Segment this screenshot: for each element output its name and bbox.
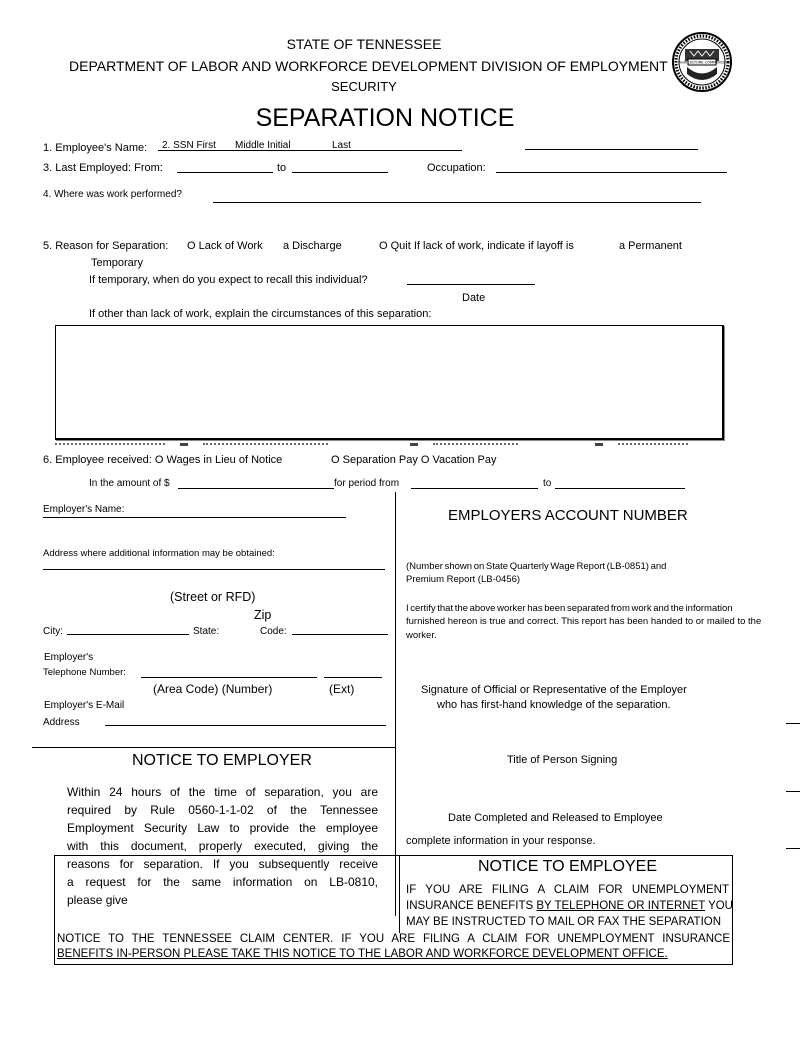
- for-period-label: for period from: [334, 478, 400, 489]
- from-date-line[interactable]: [177, 172, 273, 173]
- notice-employer-heading: NOTICE TO EMPLOYER: [132, 752, 312, 769]
- employee-name-line[interactable]: [158, 150, 462, 151]
- notice-employee-line-4: NOTICE TO THE TENNESSEE CLAIM CENTER. IF YOU ARE FILING A CLAIM FOR UNEMPLOYMENT INSURANCE: [57, 933, 730, 945]
- other-question: If other than lack of work, explain the circumstances of this separation:: [89, 308, 432, 320]
- date-completed-label: Date Completed and Released to Employee: [448, 812, 663, 824]
- ext-label: (Ext): [329, 682, 355, 696]
- to-date-line[interactable]: [292, 172, 388, 173]
- period-from-line[interactable]: [411, 488, 538, 489]
- notice-employee-line-2: [406, 900, 733, 912]
- city-line[interactable]: [67, 634, 189, 635]
- notice-employee-line-3: MAY BE INSTRUCTED TO MAIL OR FAX THE SEPARATION: [406, 916, 722, 928]
- account-heading: EMPLOYERS ACCOUNT NUMBER: [448, 507, 688, 524]
- option-quit[interactable]: O Quit If lack of work, indicate if layoff is: [379, 240, 574, 252]
- notice-employer-line-2: required by Rule 0560-1-1-02 of the Tennessee: [67, 803, 378, 817]
- period-to-label: to: [543, 478, 552, 489]
- recall-date-line[interactable]: [407, 284, 535, 285]
- where-label: 4. Where was work performed?: [43, 189, 182, 200]
- date-completed-line[interactable]: [786, 848, 800, 849]
- notice-employee-heading: NOTICE TO EMPLOYEE: [478, 858, 658, 875]
- certify-text-3: worker.: [406, 630, 437, 641]
- zip-label: Zip: [254, 608, 272, 622]
- code-label: Code:: [260, 626, 287, 637]
- ssn-first-label: 2. SSN First: [162, 140, 216, 151]
- option-discharge[interactable]: a Discharge: [283, 240, 342, 252]
- signature-label-2: who has first-hand knowledge of the separation.: [437, 699, 671, 711]
- state-label: State:: [193, 626, 220, 637]
- middle-label: Middle Initial: [235, 140, 291, 151]
- header-department: DEPARTMENT OF LABOR AND WORKFORCE DEVELOPMENT DIVISION OF EMPLOYMENT: [69, 58, 668, 74]
- last-employed-label: 3. Last Employed: From:: [43, 162, 163, 174]
- cut-off-remnant: [55, 443, 715, 447]
- separation-pay-options[interactable]: O Separation Pay O Vacation Pay: [331, 454, 497, 466]
- email-label-2: Address: [43, 717, 80, 728]
- received-label: 6. Employee received: O Wages in Lieu of Notice: [43, 454, 283, 466]
- period-to-line[interactable]: [555, 488, 685, 489]
- telephone-line[interactable]: [141, 677, 317, 678]
- notice-employee-line-2c: YOU: [705, 900, 733, 912]
- address-label: Address where additional information may be obtained:: [43, 548, 275, 559]
- notice-employer-line-7: please give: [67, 893, 128, 907]
- amount-label: In the amount of $: [89, 478, 170, 489]
- occupation-line[interactable]: [496, 172, 727, 173]
- signature-line[interactable]: [786, 723, 800, 724]
- seal-text: AGRICULTURE COMMERCE: [678, 60, 726, 65]
- extension-line[interactable]: [324, 677, 382, 678]
- signature-label-1: Signature of Official or Representative of the Employer: [421, 684, 687, 696]
- notice-employer-line-1: Within 24 hours of the time of separation, you are: [67, 785, 378, 799]
- section-divider: [32, 747, 395, 748]
- recall-question: If temporary, when do you expect to recall this individual?: [89, 274, 368, 286]
- last-label: Last: [332, 140, 351, 151]
- occupation-label: Occupation:: [427, 162, 486, 174]
- email-line[interactable]: [105, 725, 386, 726]
- email-label-1: Employer's E-Mail: [44, 700, 125, 711]
- where-line[interactable]: [213, 202, 701, 203]
- zip-code-line[interactable]: [292, 634, 388, 635]
- option-lack-of-work[interactable]: O Lack of Work: [187, 240, 263, 252]
- option-temporary[interactable]: Temporary: [91, 257, 143, 269]
- street-label: (Street or RFD): [170, 590, 256, 604]
- column-divider: [395, 492, 396, 916]
- certify-text-1: I certify that the above worker has been separated from work and the information: [406, 603, 733, 614]
- header-state: STATE OF TENNESSEE: [286, 36, 442, 52]
- explanation-box[interactable]: [55, 325, 724, 440]
- employee-name-label: 1. Employee's Name:: [43, 142, 148, 154]
- notice-employer-line-3: Employment Security Law to provide the employee: [67, 821, 378, 835]
- address-line[interactable]: [43, 569, 385, 570]
- notice-employer-line-5: reasons for separation. If you subsequently receive: [67, 857, 378, 871]
- number-shown-text: (Number shown on State Quarterly Wage Report (LB-0851) and: [406, 561, 667, 572]
- notice-employee-line-5: BENEFITS IN-PERSON PLEASE TAKE THIS NOTICE TO THE LABOR AND WORKFORCE DEVELOPMENT OFFICE.: [57, 948, 668, 960]
- notice-employer-line-6: a request for the same information on LB-0810,: [67, 875, 378, 889]
- premium-text: Premium Report (LB-0456): [406, 574, 521, 585]
- complete-info-text: complete information in your response.: [406, 835, 596, 847]
- notice-employee-line-1: IF YOU ARE FILING A CLAIM FOR UNEMPLOYMENT: [406, 884, 729, 896]
- title-line[interactable]: [786, 791, 800, 792]
- certify-text-2: furnished hereon is true and correct. This report has been handed to or mailed to the: [406, 616, 762, 627]
- option-permanent[interactable]: a Permanent: [619, 240, 682, 252]
- reason-label: 5. Reason for Separation:: [43, 240, 169, 252]
- employer-name-label: Employer's Name:: [43, 504, 125, 515]
- employers-label: Employer's: [44, 652, 94, 663]
- page-title: SEPARATION NOTICE: [255, 104, 515, 132]
- notice-employee-emphasis: BY TELEPHONE OR INTERNET: [536, 900, 706, 912]
- to-label: to: [277, 162, 287, 174]
- employer-name-line[interactable]: [43, 517, 346, 518]
- notice-employer-line-4: with this document, properly executed, giving the: [67, 839, 378, 853]
- city-label: City:: [43, 626, 63, 637]
- area-code-label: (Area Code) (Number): [153, 682, 273, 696]
- notice-employee-line-2a: INSURANCE BENEFITS: [406, 900, 537, 912]
- title-signing-label: Title of Person Signing: [507, 754, 618, 766]
- telephone-label: Telephone Number:: [43, 667, 126, 678]
- state-seal: [672, 32, 732, 92]
- date-label: Date: [462, 292, 486, 304]
- amount-line[interactable]: [178, 488, 334, 489]
- header-division: SECURITY: [331, 79, 397, 94]
- ssn-line[interactable]: [525, 149, 698, 150]
